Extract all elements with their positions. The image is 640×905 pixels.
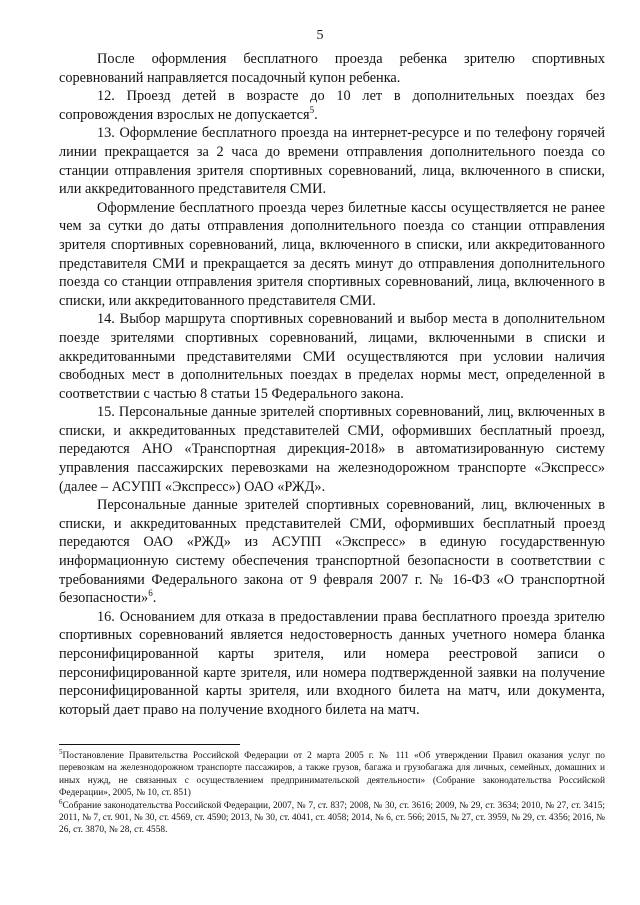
paragraph-12-text: 12. Проезд детей в возрасте до 10 лет в дополнительных поездах без сопровождения взрослых не допускается (59, 88, 605, 123)
footnote-5-mark: 5 (59, 747, 63, 756)
footnote-6 (59, 797, 605, 837)
paragraph-15-transfer: Персональные данные зрителей спортивных соревнований, лиц, включенных в списки, и аккредитованных представителей СМИ, оформивших бесплатный проезд передаются ОАО «РЖД» из АСУПП «Экспресс» в единую государственную информационную систему обеспечения транспортной безопасности в соответствии с требованиями Федерального закона от 9 февраля 2007 г. № 16-ФЗ «О транспортной безопасности»$^6$. (59, 497, 605, 607)
paragraph-14: 14. Выбор маршрута спортивных соревнований и выбор места в дополнительном поезде зрителями спортивных соревнований, лицами, включенными в списки и аккредитованными представителями СМИ осуществляются при условии наличия свободных мест в дополнительных поездах в пределах нормы мест, определенной в соответствии с частью 8 статьи 15 Федерального закона. (59, 311, 605, 402)
paragraph-16: 16. Основанием для отказа в предоставлении права бесплатного проезда зрителю спортивных соревнований является недостоверность данных учетного номера бланка персонифицированной карты зрителя, или номера реестровой записи о персонифицированной карте зрителя, или номера подтвержденной заявки на получение персонифицированной карты зрителя, или входного билета на матч, или документа, который дает право на получение входного билета на матч. (59, 608, 605, 718)
paragraph-13-ticket-office: Оформление бесплатного проезда через билетные кассы осуществляется не ранее чем за сутки до даты отправления дополнительного поезда со станции отправления зрителя спортивных соревнований, лица, включенного в списки, или аккредитованного представителя СМИ и прекращается за десять минут до отправления дополнительного поезда со станции отправления зрителя спортивных соревнований, лица, включенного в списки, или аккредитованного представителя СМИ. (59, 199, 605, 309)
paragraph-15-transfer-text: Персональные данные зрителей спортивных соревнований, лиц, включенных в списки, и аккредитованных представителей СМИ, оформивших бесплатный проезд передаются ОАО «РЖД» из АСУПП «Экспресс» в единую государственную информационную систему обеспечения транспортной безопасности в соответствии с требованиями Федерального закона от 9 февраля 2007 г. № 16-ФЗ «О транспортной безопасности» (59, 497, 605, 607)
page-number: 5 (316, 28, 324, 43)
footnote-separator (59, 744, 240, 745)
footnote-ref-6[interactable]: 6 (148, 588, 153, 599)
paragraph-15: 15. Персональные данные зрителей спортивных соревнований, лиц, включенных в списки, и аккредитованных представителей СМИ, оформивших бесплатный проезд, передаются АНО «Транспортная дирекция-2018» в автоматизированную систему управления пассажирских перевозками на железнодорожном транспорте «Экспресс» (далее – АСУПП «Экспресс») ОАО «РЖД». (59, 404, 605, 495)
paragraph-child-coupon: После оформления бесплатного проезда ребенка зрителю спортивных соревнований направляется посадочный купон ребенка. (59, 51, 605, 86)
footnote-6-mark: 6 (59, 797, 63, 806)
paragraph-12: 12. Проезд детей в возрасте до 10 лет в дополнительных поездах без сопровождения взрослых не допускается$^5$. (59, 88, 605, 123)
footnote-6-text: Собрание законодательства Российской Федерации, 2007, № 7, ст. 837; 2008, № 30, ст. 3616; 2009, № 29, ст. 3634; 2010, № 27, ст. 3415; 2011, № 7, ст. 901, № 30, ст. 4569, ст. 4590; 2013, № 30, ст. 4041, ст. 4058; 2014, № 6, ст. 566; 2015, № 27, ст. 3959, № 29, ст. 4356; 2016, № 26, ст. 3870, № 28, ст. 4558. (59, 800, 605, 836)
footnotes (59, 747, 605, 837)
paragraph-13: 13. Оформление бесплатного проезда на интернет-ресурсе и по телефону горячей линии прекращается за 2 часа до времени отправления дополнительного поезда со станции отправления зрителя спортивных соревнований, лица, включенного в списки, или аккредитованного представителя СМИ. (59, 125, 605, 198)
footnote-5 (59, 747, 605, 800)
document-body (59, 50, 605, 719)
footnote-ref-5[interactable]: 5 (309, 105, 315, 116)
footnote-5-text: Постановление Правительства Российской Федерации от 2 марта 2005 г. № 111 «Об утверждении Правил оказания услуг по перевозкам на железнодорожном транспорте пассажиров, а также грузов, багажа и грузобагажа для личных, семейных, домашних и иных нужд, не связанных с осуществлением предпринимательской деятельности» (Собрание законодательства Российской Федерации», 2005, № 10, ст. 851) (59, 751, 605, 799)
